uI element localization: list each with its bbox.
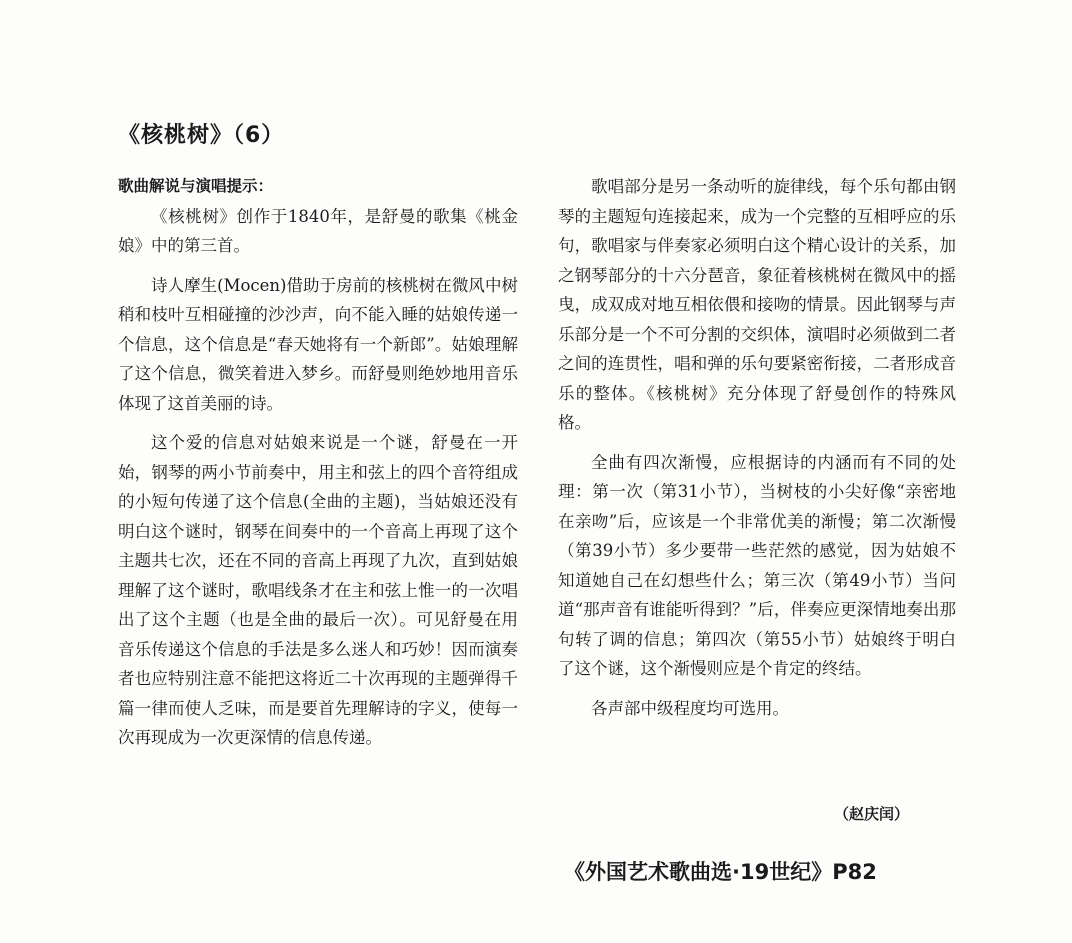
paragraph-left-3: 这个爱的信息对姑娘来说是一个谜，舒曼在一开始，钢琴的两小节前奏中，用主和弦上的四个音符组成的小短句传递了这个信息(全曲的主题)，当姑娘还没有明白这个谜时，钢琴在间奏中的一个音高上再现了这个主题共七次，还在不同的音高上再现了九次，直到姑娘理解了这个谜时，歌唱线条才在主和弦上惟一的一次唱出了这个主题（也是全曲的最后一次）。可见舒曼在用音乐传递这个信息的手法是多么迷人和巧妙！因而演奏者也应特别注意不能把这将近二十次再现的主题弹得千篇一律而使人乏味，而是要首先理解诗的字义，使每一次再现成为一次更深情的信息传递。 (118, 433, 518, 747)
paragraph-left-2: 诗人摩生(Mocen)借助于房前的核桃树在微风中树稍和枝叶互相碰撞的沙沙声，向不能入睡的姑娘传递一个信息，这个信息是“春天她将有一个新郎”。姑娘理解了这个信息，微笑着进入梦乡。而舒曼则绝妙地用音乐体现了这首美丽的诗。 (118, 275, 518, 413)
right-column (558, 172, 956, 723)
author-credit: （赵庆闰） (834, 805, 910, 823)
source-reference: 《外国艺术歌曲选·19世纪》P82 (564, 860, 877, 884)
article-title: 《核桃树》（6） (118, 123, 285, 148)
paragraph-left-1: 《核桃树》创作于1840年，是舒曼的歌集《桃金娘》中的第三首。 (118, 206, 518, 255)
left-column (118, 172, 518, 753)
paragraph-right-2: 全曲有四次渐慢，应根据诗的内涵而有不同的处理：第一次（第31小节），当树枝的小尖好像“亲密地在亲吻”后，应该是一个非常优美的渐慢；第二次渐慢（第39小节）多少要带一些茫然的感觉，因为姑娘不知道她自己在幻想些什么；第三次（第49小节）当问道“那声音有谁能听得到？”后，伴奏应更深情地奏出那句转了调的信息；第四次（第55小节）姑娘终于明白了这个谜，这个渐慢则应是个肯定的终结。 (558, 452, 956, 678)
paragraph-right-3: 各声部中级程度均可选用。 (591, 698, 789, 718)
section-heading: 歌曲解说与演唱提示： (118, 177, 274, 195)
paragraph-right-1: 歌唱部分是另一条动听的旋律线，每个乐句都由钢琴的主题短句连接起来，成为一个完整的互相呼应的乐句，歌唱家与伴奏家必须明白这个精心设计的关系，加之钢琴部分的十六分琶音，象征着核桃树在微风中的摇曳，成双成对地互相依偎和接吻的情景。因此钢琴与声乐部分是一个不可分割的交织体，演唱时必须做到二者之间的连贯性，唱和弹的乐句要紧密衔接，二者形成音乐的整体。《核桃树》充分体现了舒曼创作的特殊风格。 (558, 177, 956, 432)
